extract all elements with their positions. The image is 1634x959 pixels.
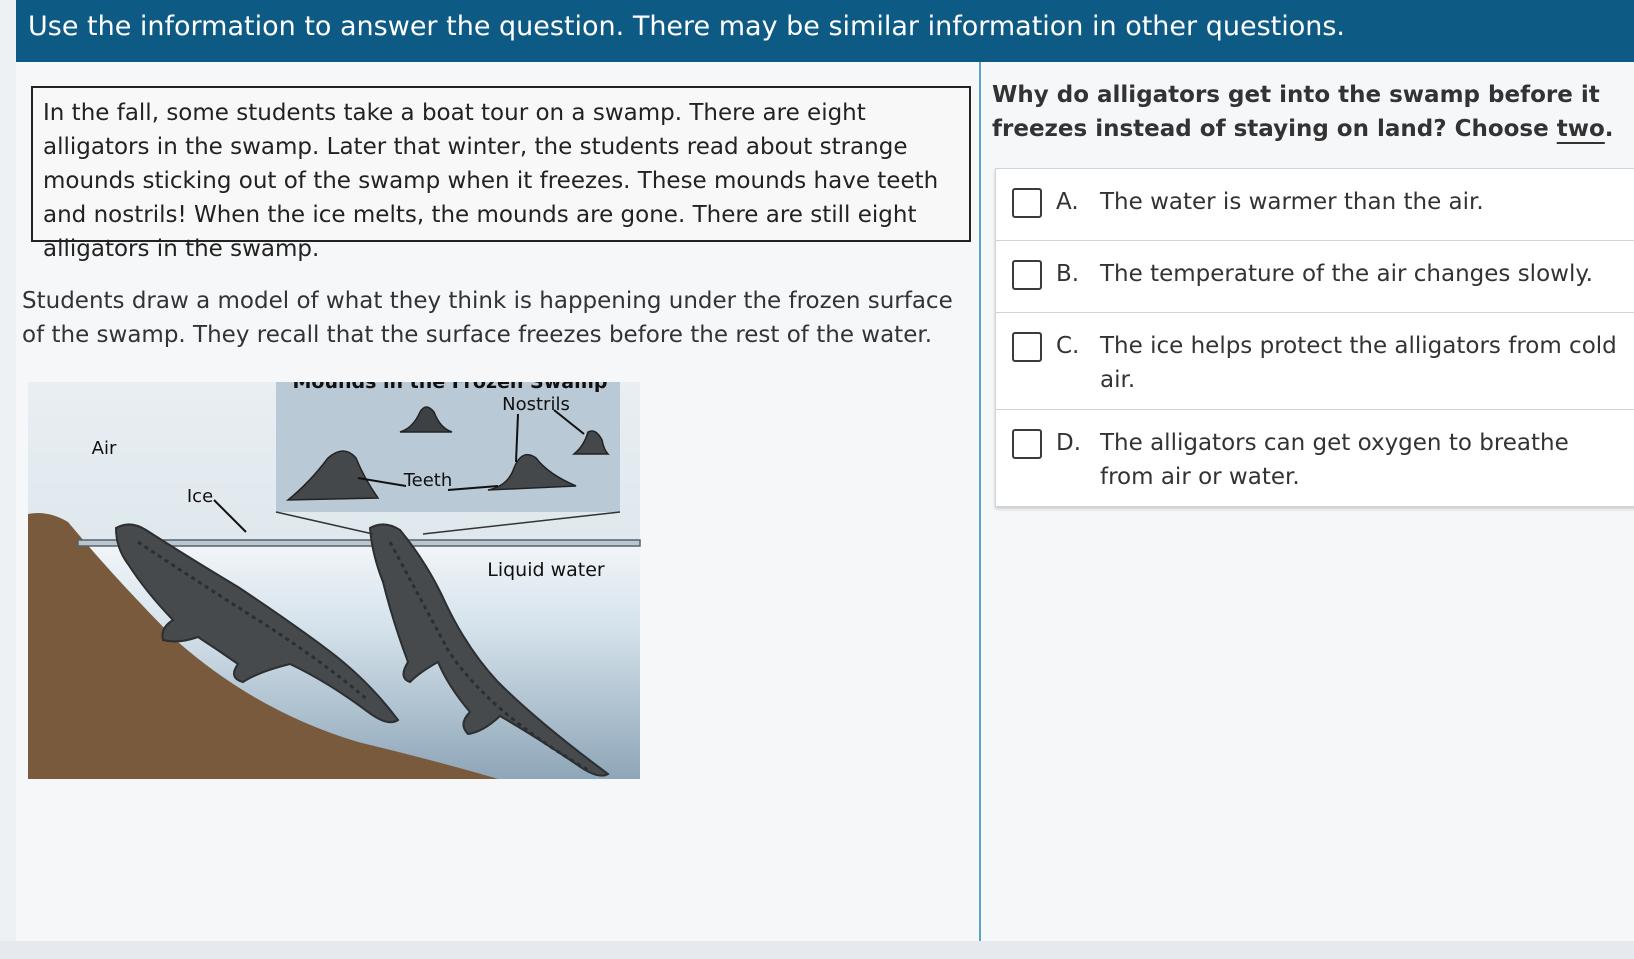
question-text: Why do alligators get into the swamp before it freezes instead of staying on land? Choose bbox=[992, 82, 1600, 142]
option-c[interactable] bbox=[996, 313, 1634, 410]
option-text: The ice helps protect the alligators from cold air. bbox=[1100, 333, 1617, 393]
checkbox-icon[interactable] bbox=[1012, 332, 1042, 362]
option-letter: B. bbox=[1056, 261, 1080, 287]
option-a[interactable] bbox=[996, 169, 1634, 241]
question-end: . bbox=[1604, 116, 1614, 142]
option-text: The alligators can get oxygen to breathe from air or water. bbox=[1100, 430, 1569, 490]
left-gutter bbox=[0, 0, 16, 959]
pane-divider[interactable] bbox=[979, 62, 981, 942]
option-text: The temperature of the air changes slowly. bbox=[1100, 261, 1593, 287]
label-air: Air bbox=[91, 438, 117, 459]
label-teeth: Teeth bbox=[403, 470, 453, 491]
option-letter: C. bbox=[1056, 333, 1080, 359]
option-text: The water is warmer than the air. bbox=[1100, 189, 1484, 215]
swamp-model-figure bbox=[28, 382, 668, 812]
checkbox-icon[interactable] bbox=[1012, 188, 1042, 218]
model-intro-text: Students draw a model of what they think is happening under the frozen surface of the swamp. They recall that the surface freezes before the rest of the water. bbox=[22, 288, 953, 348]
checkbox-icon[interactable] bbox=[1012, 429, 1042, 459]
question-prompt bbox=[992, 78, 1632, 146]
checkbox-icon[interactable] bbox=[1012, 260, 1042, 290]
instruction-header: Use the information to answer the question. There may be similar information in other questions. bbox=[16, 0, 1634, 62]
swamp-diagram bbox=[28, 382, 668, 812]
passage-text: In the fall, some students take a boat tour on a swamp. There are eight alligators in the swamp. Later that winter, the students read about strange mounds sticking out of the swamp when it freezes. These mounds have teeth and nostrils! When the ice melts, the mounds are gone. There are still eight alligators in the swamp. bbox=[43, 100, 939, 262]
option-letter: D. bbox=[1056, 430, 1082, 456]
figure-title: Mounds in the Frozen Swamp bbox=[292, 382, 608, 393]
option-letter: A. bbox=[1056, 189, 1079, 215]
label-ice: Ice bbox=[186, 486, 214, 507]
label-liquid-water: Liquid water bbox=[487, 559, 605, 581]
label-nostrils: Nostrils bbox=[502, 394, 570, 415]
option-b[interactable] bbox=[996, 241, 1634, 313]
question-emphasis: two bbox=[1556, 116, 1605, 142]
passage-box bbox=[31, 86, 971, 262]
bottom-bar bbox=[0, 941, 1634, 959]
option-d[interactable] bbox=[996, 410, 1634, 506]
answer-options bbox=[995, 168, 1634, 507]
